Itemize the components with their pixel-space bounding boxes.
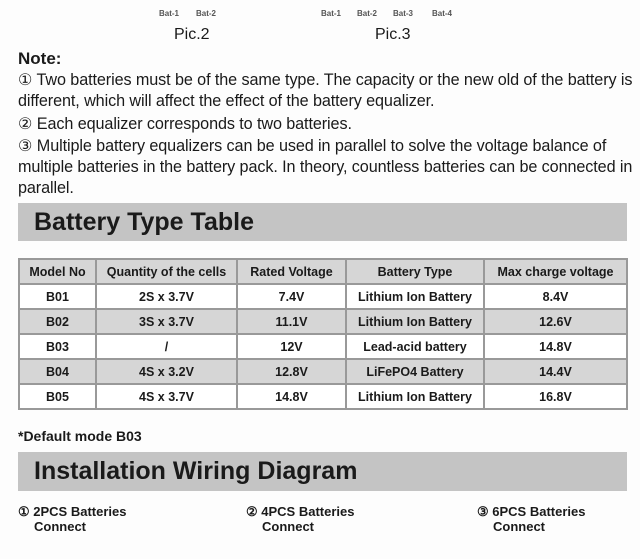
default-mode-note: *Default mode B03 (18, 428, 142, 444)
cell: LiFePO4 Battery (346, 359, 484, 384)
column-header: Model No (19, 259, 96, 284)
cell: 16.8V (484, 384, 627, 409)
cell: 11.1V (237, 309, 346, 334)
note-item: ① Two batteries must be of the same type. The capacity or the new old of the battery is different, which will affect the effect of the battery equalizer. (18, 71, 633, 110)
column-header: Battery Type (346, 259, 484, 284)
cell: Lithium Ion Battery (346, 309, 484, 334)
wiring-item-subtitle: Connect (493, 519, 545, 534)
note-item: ② Each equalizer corresponds to two batteries. (18, 115, 352, 133)
table-row (19, 334, 627, 359)
table-header-row (19, 259, 627, 284)
bat-label: Bat-1 (321, 9, 342, 18)
cell: 3S x 3.7V (96, 309, 237, 334)
bat-label: Bat-3 (393, 9, 414, 18)
wiring-item-title: ③ 6PCS Batteries (477, 504, 586, 519)
wiring-item-subtitle: Connect (262, 519, 314, 534)
cell: 12.6V (484, 309, 627, 334)
pic-caption: Pic.2 (174, 26, 210, 43)
cell: 12.8V (237, 359, 346, 384)
pic-caption: Pic.3 (375, 26, 411, 43)
cell: Lead-acid battery (346, 334, 484, 359)
wiring-item-title: ② 4PCS Batteries (246, 504, 355, 519)
cell: B04 (19, 359, 96, 384)
cell: 14.8V (237, 384, 346, 409)
cell: B01 (19, 284, 96, 309)
cell: 2S x 3.7V (96, 284, 237, 309)
wiring-item-subtitle: Connect (34, 519, 86, 534)
cell: Lithium Ion Battery (346, 384, 484, 409)
battery-table-heading: Battery Type Table (18, 203, 627, 241)
bat-label: Bat-2 (357, 9, 378, 18)
cell: B02 (19, 309, 96, 334)
cell: B05 (19, 384, 96, 409)
cell: 4S x 3.2V (96, 359, 237, 384)
cell: 12V (237, 334, 346, 359)
note-title: Note: (18, 49, 62, 68)
cell: 4S x 3.7V (96, 384, 237, 409)
battery-type-table (18, 258, 628, 410)
cell: Lithium Ion Battery (346, 284, 484, 309)
bat-label: Bat-2 (196, 9, 217, 18)
column-header: Max charge voltage (484, 259, 627, 284)
column-header: Rated Voltage (237, 259, 346, 284)
cell: 8.4V (484, 284, 627, 309)
bat-label: Bat-1 (159, 9, 180, 18)
wiring-item (246, 504, 354, 534)
table-row (19, 284, 627, 309)
cell: 14.4V (484, 359, 627, 384)
note-item: ③ Multiple battery equalizers can be used in parallel to solve the voltage balance of multiple batteries in the battery pack. In theory, countless batteries can be connected in parallel. (18, 137, 633, 197)
cell: 14.8V (484, 334, 627, 359)
table-row (19, 384, 627, 409)
bat-label: Bat-4 (432, 9, 453, 18)
column-header: Quantity of the cells (96, 259, 237, 284)
wiring-diagram-heading: Installation Wiring Diagram (18, 452, 627, 491)
table-row (19, 359, 627, 384)
wiring-item (18, 504, 126, 534)
wiring-item-title: ① 2PCS Batteries (18, 504, 127, 519)
cell: / (96, 334, 237, 359)
wiring-item (477, 504, 585, 534)
table-row (19, 309, 627, 334)
cell: B03 (19, 334, 96, 359)
cell: 7.4V (237, 284, 346, 309)
